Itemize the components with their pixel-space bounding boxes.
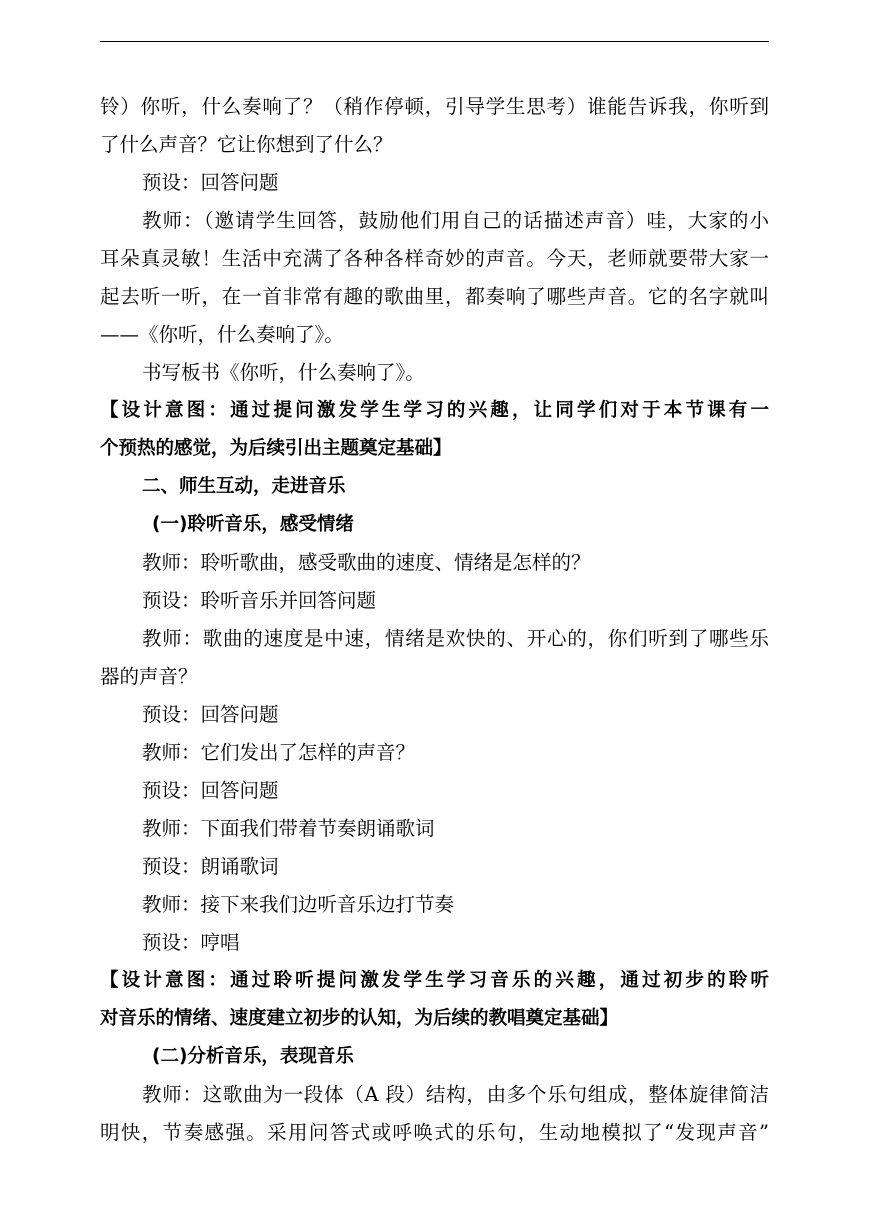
section-heading: 二、师生互动，走进音乐	[142, 476, 346, 497]
paragraph-line: 教师：下面我们带着节奏朗诵歌词	[142, 817, 435, 840]
paragraph-line: 教师：接下来我们边听音乐边打节奏	[142, 893, 455, 916]
paragraph-line: 起去听一听，在一首非常有趣的歌曲里，都奏响了哪些声音。它的名字就叫	[100, 285, 769, 308]
header-rule	[100, 41, 769, 42]
paragraph-line: 铃）你听，什么奏响了？（稍作停顿，引导学生思考）谁能告诉我，你听到	[100, 95, 769, 118]
subsection-heading: (二)分析音乐，表现音乐	[152, 1046, 354, 1067]
paragraph-line: 预设：回答问题	[142, 703, 279, 726]
paragraph-line: ——《你听，什么奏响了》。	[100, 323, 344, 346]
paragraph-line: 了什么声音？它让你想到了什么？	[100, 133, 393, 156]
paragraph-line: 教师：聆听歌曲，感受歌曲的速度、情绪是怎样的？	[142, 551, 591, 574]
design-intent-line: 对音乐的情绪、速度建立初步的认知，为后续的教唱奠定基础】	[100, 1008, 619, 1029]
paragraph-line: 预设：聆听音乐并回答问题	[142, 589, 377, 612]
paragraph-line: 预设：哼唱	[142, 931, 240, 954]
design-intent-line: 个预热的感觉，为后续引出主题奠定基础】	[100, 438, 452, 459]
paragraph-line: 预设：朗诵歌词	[142, 855, 279, 878]
paragraph-line: 教师：歌曲的速度是中速，情绪是欢快的、开心的，你们听到了哪些乐	[142, 627, 769, 650]
paragraph-line: 预设：回答问题	[142, 171, 279, 194]
paragraph-line: 教师：它们发出了怎样的声音？	[142, 741, 416, 764]
design-intent-line: 【设计意图：通过聆听提问激发学生学习音乐的兴趣，通过初步的聆听	[100, 970, 769, 991]
paragraph-line: 教师：这歌曲为一段体（A 段）结构，由多个乐句组成，整体旋律简洁	[142, 1083, 769, 1106]
paragraph-line: 明快，节奏感强。采用问答式或呼唤式的乐句，生动地模拟了“发现声音”	[100, 1121, 769, 1144]
paragraph-line: 教师：（邀请学生回答，鼓励他们用自己的话描述声音）哇，大家的小	[142, 209, 769, 232]
paragraph-line: 预设：回答问题	[142, 779, 279, 802]
paragraph-line: 器的声音？	[100, 665, 198, 688]
paragraph-line: 书写板书《你听，什么奏响了》。	[142, 361, 425, 384]
paragraph-line: 耳朵真灵敏！生活中充满了各种各样奇妙的声音。今天，老师就要带大家一	[100, 247, 769, 270]
design-intent-line: 【设计意图：通过提问激发学生学习的兴趣，让同学们对于本节课有一	[100, 400, 769, 421]
subsection-heading: (一)聆听音乐，感受情绪	[152, 514, 354, 535]
document-body	[100, 88, 769, 1152]
